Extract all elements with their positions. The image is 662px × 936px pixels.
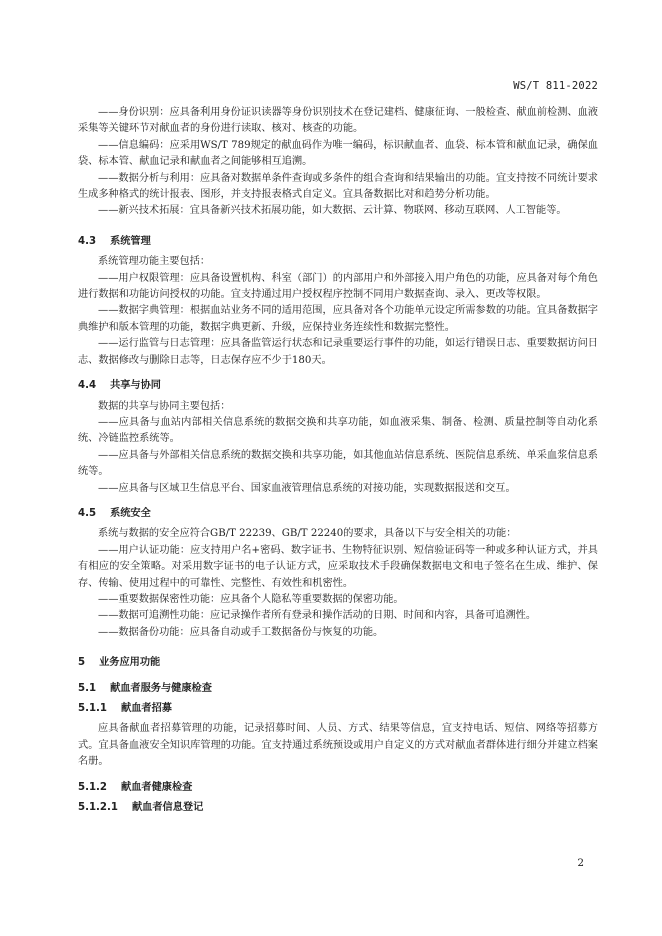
section-title: 献血者健康检查 [121,781,193,793]
section-title: 系统管理 [110,235,151,247]
paragraph: ——信息编码：应采用WS/T 789规定的献血码作为唯一编码，标识献血者、血袋、标本管和献血记录，确保血袋、标本管、献血记录和献血者之间能够相互追溯。 [78,139,598,168]
paragraph: ——重要数据保密性功能：应具备个人隐私等重要数据的保密功能。 [98,593,404,605]
section-heading-5-1-1 [78,701,598,717]
section-title: 业务应用功能 [99,657,161,669]
section-heading-5-1-2 [78,780,598,796]
paragraph: ——应具备与外部相关信息系统的数据交换和共享功能，如其他血站信息系统、医院信息系统、单采血浆信息系统等。 [78,449,598,478]
section-number: 4.5 [78,507,97,519]
paragraph: ——数据备份功能：应具备自动或手工数据备份与恢复的功能。 [98,626,384,638]
section-heading-4-3 [78,234,598,250]
section-number: 5.1 [78,682,97,694]
section-number: 5.1.2 [78,781,108,793]
section-heading-5-1-2-1 [78,800,598,816]
paragraph: ——应具备与区域卫生信息平台、国家血液管理信息系统的对接功能，实现数据报送和交互。 [98,482,516,494]
paragraph: 应具备献血者招募管理的功能，记录招募时间、人员、方式、结果等信息，宜支持电话、短信、网络等招募方式。宜具备血液安全知识库管理的功能。宜支持通过系统预设或用户自定义的方式对献血者群体进行细分并建立档案名册。 [78,723,598,768]
section-number: 5 [78,657,86,669]
section-title: 献血者服务与健康检查 [110,682,212,694]
paragraph: 系统管理功能主要包括： [98,256,211,268]
page-number: 2 [577,857,584,869]
section-number: 5.1.2.1 [78,802,118,814]
section-number: 4.4 [78,380,97,392]
paragraph: ——数据可追溯性功能：应记录操作者所有登录和操作活动的日期、时间和内容，具备可追溯性。 [98,610,537,622]
section-heading-4-4 [78,378,598,394]
section-heading-5-1 [78,681,598,697]
section-title: 共享与协同 [110,380,161,392]
document-code: WS/T 811-2022 [513,80,598,92]
paragraph: ——运行监管与日志管理：应具备监管运行状态和记录重要运行事件的功能，如运行错误日志、重要数据访问日志、数据修改与删除日志等，日志保存应不少于180天。 [78,338,598,366]
section-title: 系统安全 [110,507,151,519]
paragraph: 系统与数据的安全应符合GB/T 22239、GB/T 22240的要求，具备以下与安全相关的功能： [98,528,517,540]
paragraph: ——用户认证功能：应支持用户名+密码、数字证书、生物特征识别、短信验证码等一种或多种认证方式，并具有相应的安全策略。对采用数字证书的电子认证方式，应采取技术手段确保数据电文和电子签名在生成、维护、保存、传输、使用过程中的可靠性、完整性、有效性和机密性。 [78,544,598,589]
paragraph: ——身份识别：应具备利用身份证识读器等身份识别技术在登记建档、健康征询、一般检查、献血前检测、血液采集等关键环节对献血者的身份进行读取、核对、核查的功能。 [78,107,598,135]
document-body [78,105,598,816]
paragraph: ——数据字典管理：根据血站业务不同的适用范围，应具备对各个功能单元设定所需参数的功能。宜具备数据字典维护和版本管理的功能，数据字典更新、升级，应保持业务连续性和数据完整性。 [78,305,598,333]
section-heading-4-5 [78,506,598,522]
section-title: 献血者招募 [121,703,172,714]
paragraph: ——新兴技术拓展：宜具备新兴技术拓展功能，如大数据、云计算、物联网、移动互联网、人工智能等。 [98,205,567,217]
paragraph: ——应具备与血站内部相关信息系统的数据交换和共享功能，如血液采集、制备、检测、质量控制等自动化系统、冷链监控系统等。 [78,416,598,445]
paragraph: ——数据分析与利用：应具备对数据单条件查询或多条件的组合查询和结果输出的功能。宜支持按不同统计要求生成多种格式的统计报表、图形，并支持报表格式自定义。宜具备数据比对和趋势分析功能。 [78,172,598,201]
section-number: 4.3 [78,235,97,247]
paragraph: 数据的共享与协同主要包括： [98,400,231,412]
section-title: 献血者信息登记 [131,802,204,814]
section-number: 5.1.1 [78,703,108,714]
paragraph: ——用户权限管理：应具备设置机构、科室（部门）的内部用户和外部接入用户角色的功能，应具备对每个角色进行数据和功能访问授权的功能。宜支持通过用户授权程序控制不同用户数据查询、录入、更改等权限。 [78,272,598,301]
section-heading-5 [78,655,598,671]
